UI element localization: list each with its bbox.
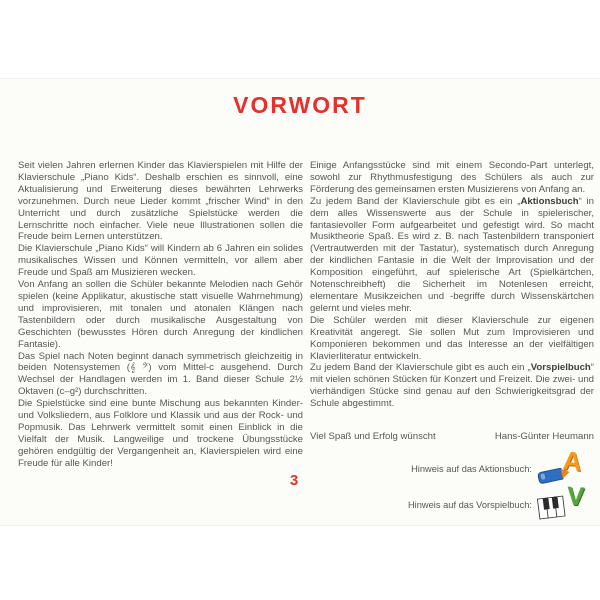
letter-a-icon: A <box>561 445 584 477</box>
page-title: VORWORT <box>233 92 367 118</box>
vorspielbuch-icon <box>538 480 585 523</box>
vorspielbuch-hint-label: Hinweis auf das Vorspielbuch: <box>407 499 532 510</box>
vorspielbuch-text-pre: Zu jedem Band der Klavierschule gibt es auch ein „ <box>310 362 531 374</box>
paragraph-history: Seit vielen Jahren erlernen Kinder das Klavierspielen mit Hilfe der Klavierschule „Piano Kids“. Deshalb erschien es sinnvoll, eine Aktualisierung und Erweiterung dieses bewährten Lehrwerks vorzunehmen. Durch neue Lieder kommt „frischer Wind“ in den Unterricht und durch zusätzliche Spielstücke werden die Lernschritte noch einfacher. Viele neue Illustrationen sollen die Freude beim Lernen unterstützen. <box>18 160 303 243</box>
piano-keys-icon <box>537 495 567 523</box>
vorspielbuch-hint-row <box>407 480 585 523</box>
right-text-column <box>310 160 594 523</box>
letter-v-icon: V <box>565 480 585 512</box>
signature-wish: Viel Spaß und Erfolg wünscht <box>310 431 436 443</box>
page-number: 3 <box>289 472 299 489</box>
paragraph-notation: Das Spiel nach Noten beginnt danach symmetrisch gleichzeitig in beiden Notensystemen (𝄞 𝄢) vom Mittel-c ausgehend. Durch Wechsel der Handlagen werden im 1. Band dieser Schule 2½ Oktaven (c–g²) durchschritten. <box>18 350 303 398</box>
paragraph-vorspielbuch <box>310 362 594 410</box>
vorspielbuch-text-post: “ mit vielen schönen Stücken für Konzert und Freizeit. Die zwei- und vierhändigen Stücke sind genau auf den Schwierigkeitsgrad der Schule abgestimmt. <box>310 362 594 410</box>
aktionsbuch-text-post: “ in dem alles Wissenswerte aus der Schule in spielerischer, fantasievoller Form aufgearbeitet und gefestigt wird. So macht Musiktheorie Spaß. Es wird z. B. nach Tastenbildern transponiert (Vertrautwerden mit der Tastatur), systematisch durch Anregung der kindlichen Fantasie in die Welt der Improvisation und der Komposition eingeführt, auf spielerische Art (Spielkärtchen, Notenschreibheft) die Sicherheit im Notenlesen erreicht, elementare Musikzeichen und -begriffe durch Wissenskärtchen gelernt und vieles mehr. <box>310 195 594 314</box>
vorspielbuch-title: Vorspielbuch <box>530 362 591 374</box>
paragraph-secondo: Einige Anfangsstücke sind mit einem Secondo-Part unterlegt, sowohl zur Rhythmusfestigung des Schülers als auch zur Förderung des gemeinsamen ersten Musizierens von Anfang an. <box>310 160 594 195</box>
aktionsbuch-text-pre: Zu jedem Band der Klavierschule gibt es ein „ <box>310 195 521 207</box>
paragraph-creativity: Die Schüler werden mit dieser Klavierschule zur eigenen Kreativität angeregt. Sie sollen Mut zum Improvisieren und Komponieren bekommen und das Interesse an der vielfältigen Klavierliteratur entwickeln. <box>310 314 594 362</box>
paragraph-goals: Die Klavierschule „Piano Kids“ will Kindern ab 6 Jahren ein solides musikalisches Wissen und Können vermitteln, vor allem aber Freude und Spaß am Musizieren wecken. <box>18 243 303 279</box>
aktionsbuch-hint-label: Hinweis auf das Aktionsbuch: <box>411 463 532 474</box>
paragraph-aktionsbuch <box>310 196 594 315</box>
paragraph-ear-training: Von Anfang an sollen die Schüler bekannte Melodien nach Gehör spielen (keine Applikatur, akustische statt visuelle Wahrnehmung) und improvisieren, mit tonalen und atonalen Klängen nach Tastenbildern oder durch musikalische Ausgestaltung von Geschichten (bewusstes Hören durch Anregung der kindlichen Fantasie). <box>18 279 303 350</box>
author-name: Hans-Günter Heumann <box>494 431 594 443</box>
signature-row <box>310 431 594 443</box>
aktionsbuch-title: Aktionsbuch <box>520 195 579 207</box>
paragraph-repertoire: Die Spielstücke sind eine bunte Mischung aus bekannten Kinder- und Volksliedern, aus Folklore und Klassik und aus der Rock- und Popmusik. Das Lehrwerk vermittelt somit einen Einblick in die Vielfalt der Musik. Langweilige und trockene Übungsstücke gehören endgültig der Vergangenheit an, Klavierspielen wird eine Freude für alle Kinder! <box>18 398 303 469</box>
left-text-column <box>18 160 303 470</box>
